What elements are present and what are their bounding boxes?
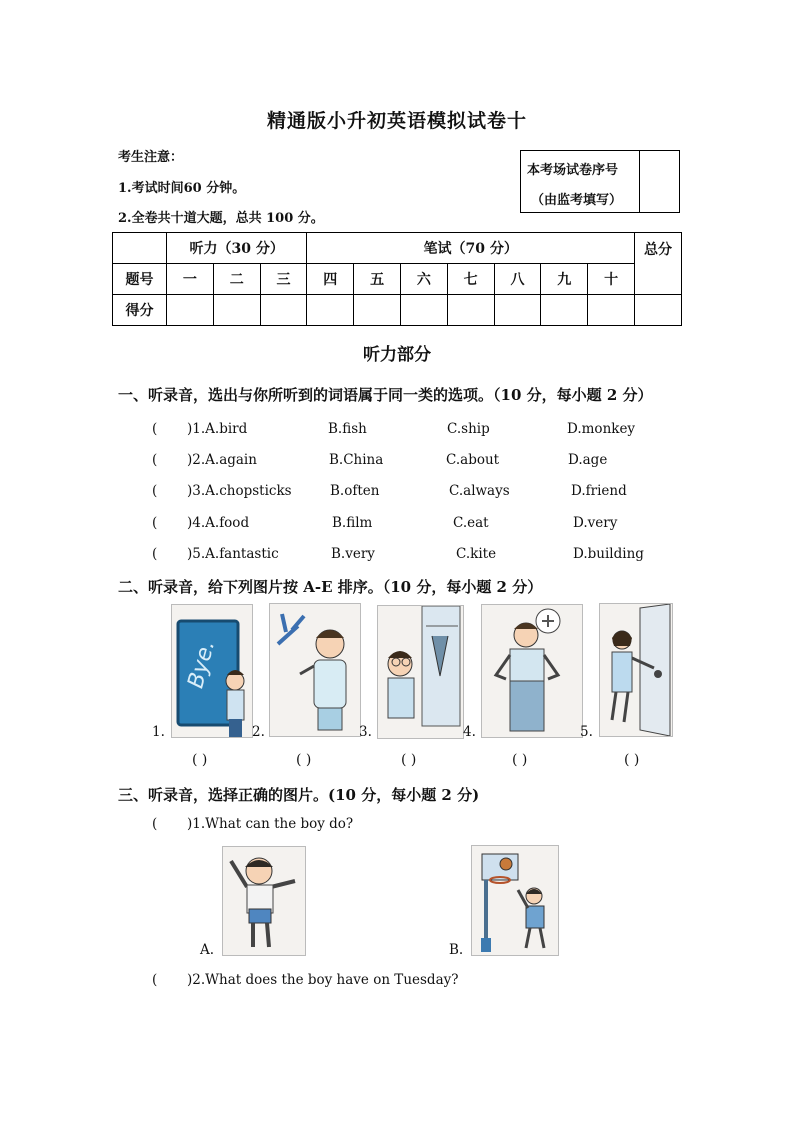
score-cell[interactable] — [494, 295, 541, 326]
section-number: 五 — [354, 264, 401, 295]
question-option-a: )3.A.chopsticks — [187, 483, 292, 499]
section-number: 十 — [588, 264, 635, 295]
section-number: 三 — [260, 264, 307, 295]
exam-id-box — [520, 150, 680, 213]
score-cell[interactable] — [354, 295, 401, 326]
number-row-label: 题号 — [113, 264, 167, 295]
notice-line-1: 1.考试时间60 分钟。 — [118, 181, 246, 196]
section-1-heading: 一、听录音，选出与你所听到的词语属于同一类的选项。（10 分，每小题 2 分） — [118, 386, 653, 404]
question-option-d: D.age — [568, 452, 608, 468]
score-cell[interactable] — [213, 295, 260, 326]
question-option-a: )1.A.bird — [187, 421, 248, 437]
answer-paren[interactable]: ( — [152, 421, 158, 437]
question-option-b: B.film — [332, 515, 373, 531]
question-option-d: D.monkey — [567, 421, 636, 437]
score-cell[interactable] — [167, 295, 214, 326]
answer-paren[interactable]: ( — [152, 452, 158, 468]
question-option-c: C.ship — [447, 421, 490, 437]
section-number: 六 — [400, 264, 447, 295]
option-a-label: A. — [200, 942, 215, 958]
question-option-b: B.often — [330, 483, 380, 499]
question-option-c: C.kite — [456, 546, 497, 562]
question-option-b: B.very — [331, 546, 375, 562]
score-cell[interactable] — [541, 295, 588, 326]
score-cell[interactable] — [588, 295, 635, 326]
question-option-c: C.eat — [453, 515, 489, 531]
boy-playing-basketball-picture[interactable] — [471, 845, 559, 956]
notice-heading: 考生注意： — [118, 150, 184, 165]
question-option-c: C.about — [446, 452, 500, 468]
man-checking-pockets-picture — [481, 604, 583, 738]
section-number: 九 — [541, 264, 588, 295]
written-header: 笔试（70 分） — [307, 233, 635, 264]
question-option-d: D.building — [573, 546, 644, 562]
question-text: )2.What does the boy have on Tuesday? — [187, 972, 459, 988]
answer-paren[interactable]: ( — [152, 515, 158, 531]
picture-number: 1. — [152, 724, 165, 740]
section-3-heading: 三、听录音，选择正确的图片。(10 分，每小题 2 分) — [118, 786, 480, 804]
picture-number: 5. — [580, 724, 593, 740]
boy-at-closet-picture — [377, 605, 464, 739]
answer-paren[interactable]: ( ) — [296, 752, 312, 768]
listening-header: 听力（30 分） — [167, 233, 307, 264]
score-cell[interactable] — [260, 295, 307, 326]
question-option-c: C.always — [449, 483, 510, 499]
question-option-d: D.friend — [571, 483, 627, 499]
total-header: 总分 — [635, 233, 682, 295]
question-option-b: B.China — [329, 452, 384, 468]
section-number: 八 — [494, 264, 541, 295]
section-number: 七 — [447, 264, 494, 295]
id-box-sublabel: （由监考填写） — [531, 193, 623, 208]
answer-paren[interactable]: ( — [152, 816, 158, 832]
answer-paren[interactable]: ( ) — [401, 752, 417, 768]
boy-waving-bye-picture — [171, 604, 253, 738]
notice-line-2: 2.全卷共十道大题，总共 100 分。 — [118, 211, 324, 226]
part-title: 听力部分 — [363, 345, 431, 365]
boy-with-hurt-flower-picture — [269, 603, 361, 737]
score-cell[interactable] — [307, 295, 354, 326]
girl-opening-door-picture — [599, 603, 673, 737]
question-option-a: )5.A.fantastic — [187, 546, 279, 562]
answer-paren[interactable]: ( ) — [192, 752, 208, 768]
section-number: 二 — [213, 264, 260, 295]
answer-paren[interactable]: ( — [152, 546, 158, 562]
section-2-heading: 二、听录音，给下列图片按 A-E 排序。（10 分，每小题 2 分） — [118, 578, 543, 596]
picture-number: 3. — [359, 724, 372, 740]
board-text: Bye. — [183, 637, 221, 692]
question-option-a: )4.A.food — [187, 515, 250, 531]
option-b-label: B. — [449, 942, 464, 958]
total-score-cell[interactable] — [635, 295, 682, 326]
answer-paren[interactable]: ( ) — [624, 752, 640, 768]
picture-number: 4. — [463, 724, 476, 740]
score-corner-cell — [113, 233, 167, 264]
question-option-d: D.very — [573, 515, 618, 531]
question-text: )1.What can the boy do? — [187, 816, 354, 832]
score-cell[interactable] — [447, 295, 494, 326]
score-cell[interactable] — [400, 295, 447, 326]
section-number: 四 — [307, 264, 354, 295]
question-option-b: B.fish — [328, 421, 367, 437]
answer-paren[interactable]: ( — [152, 483, 158, 499]
answer-paren[interactable]: ( ) — [512, 752, 528, 768]
question-option-a: )2.A.again — [187, 452, 257, 468]
page-title: 精通版小升初英语模拟试卷十 — [266, 110, 527, 132]
id-box-label: 本考场试卷序号 — [527, 163, 619, 178]
score-row-label: 得分 — [113, 295, 167, 326]
picture-number: 2. — [252, 724, 265, 740]
section-number: 一 — [167, 264, 214, 295]
answer-paren[interactable]: ( — [152, 972, 158, 988]
score-table — [112, 232, 682, 326]
boy-doing-kungfu-picture[interactable] — [222, 846, 306, 956]
